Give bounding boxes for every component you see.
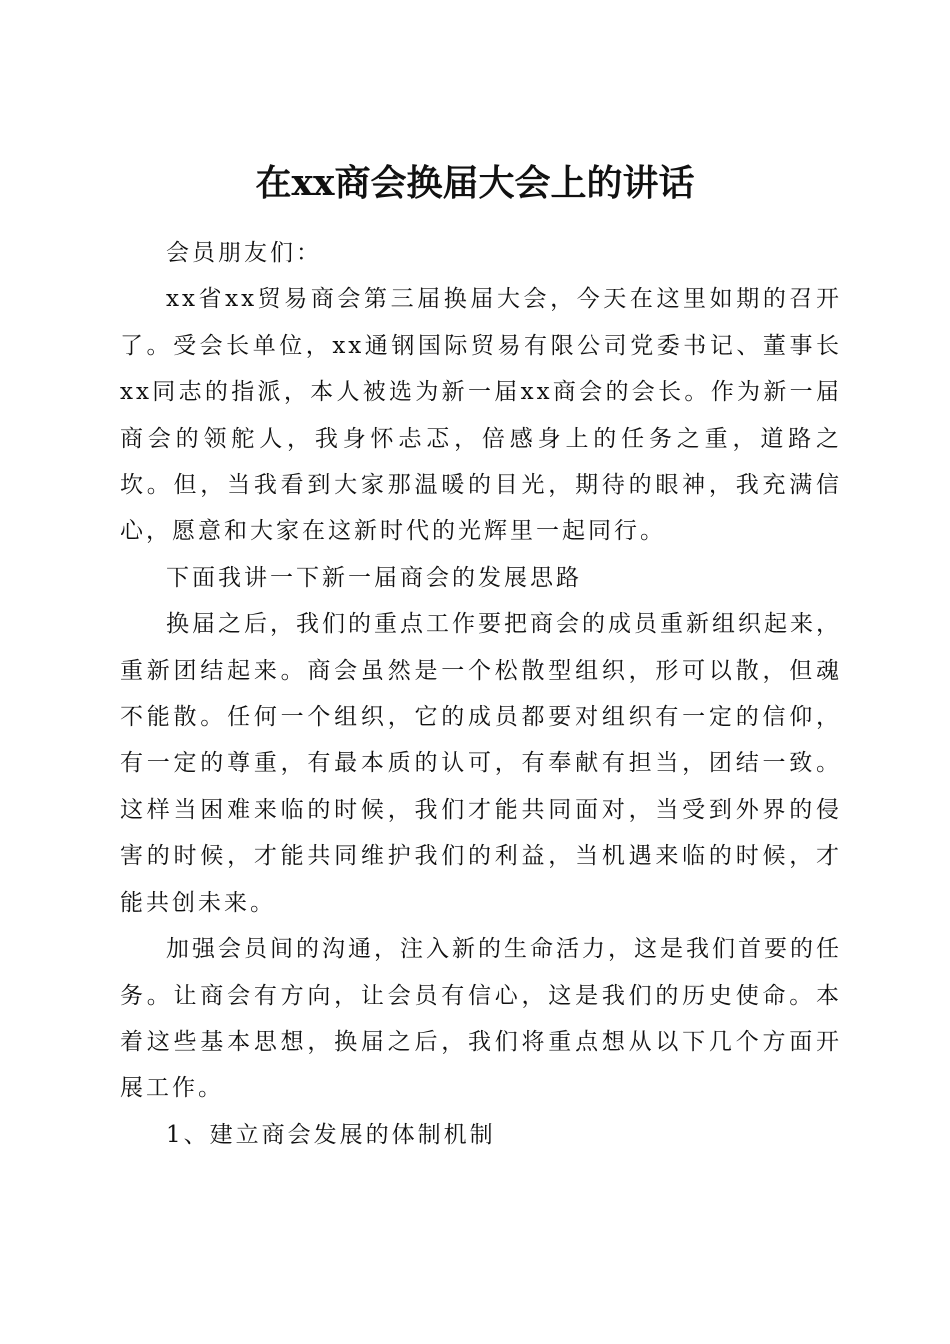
paragraph-greeting: 会员朋友们： xyxy=(166,240,322,266)
paragraph-organization: 换届之后，我们的重点工作要把商会的成员重新组织起来，重新团结起来。商会虽然是一个松散型组织，形可以散，但魂不能散。任何一个组织，它的成员都要对组织有一定的信仰，有一定的尊重，有最本质的认可，有奉献有担当，团结一致。这样当困难来临的时候，我们才能共同面对，当受到外界的侵害的时候，才能共同维护我们的利益，当机遇来临的时候，才能共创未来。 xyxy=(120,611,842,916)
paragraph-opening: xx省xx贸易商会第三届换届大会，今天在这里如期的召开了。受会长单位，xx通钢国际贸易有限公司党委书记、董事长xx同志的指派，本人被选为新一届xx商会的会长。作为新一届商会的领舵人，我身怀忐忑，倍感身上的任务之重，道路之坎。但，当我看到大家那温暖的目光，期待的眼神，我充满信心，愿意和大家在这新时代的光辉里一起同行。 xyxy=(120,286,842,545)
document-title: 在xx商会换届大会上的讲话 xyxy=(255,162,695,205)
paragraph-communication: 加强会员间的沟通，注入新的生命活力，这是我们首要的任务。让商会有方向，让会员有信心，这是我们的历史使命。本着这些基本思想，换届之后，我们将重点想从以下几个方面开展工作。 xyxy=(120,936,842,1102)
paragraph-intro-ideas: 下面我讲一下新一届商会的发展思路 xyxy=(166,564,582,591)
document-body xyxy=(120,230,842,1158)
paragraph-item-1: 1、建立商会发展的体制机制 xyxy=(166,1121,496,1148)
